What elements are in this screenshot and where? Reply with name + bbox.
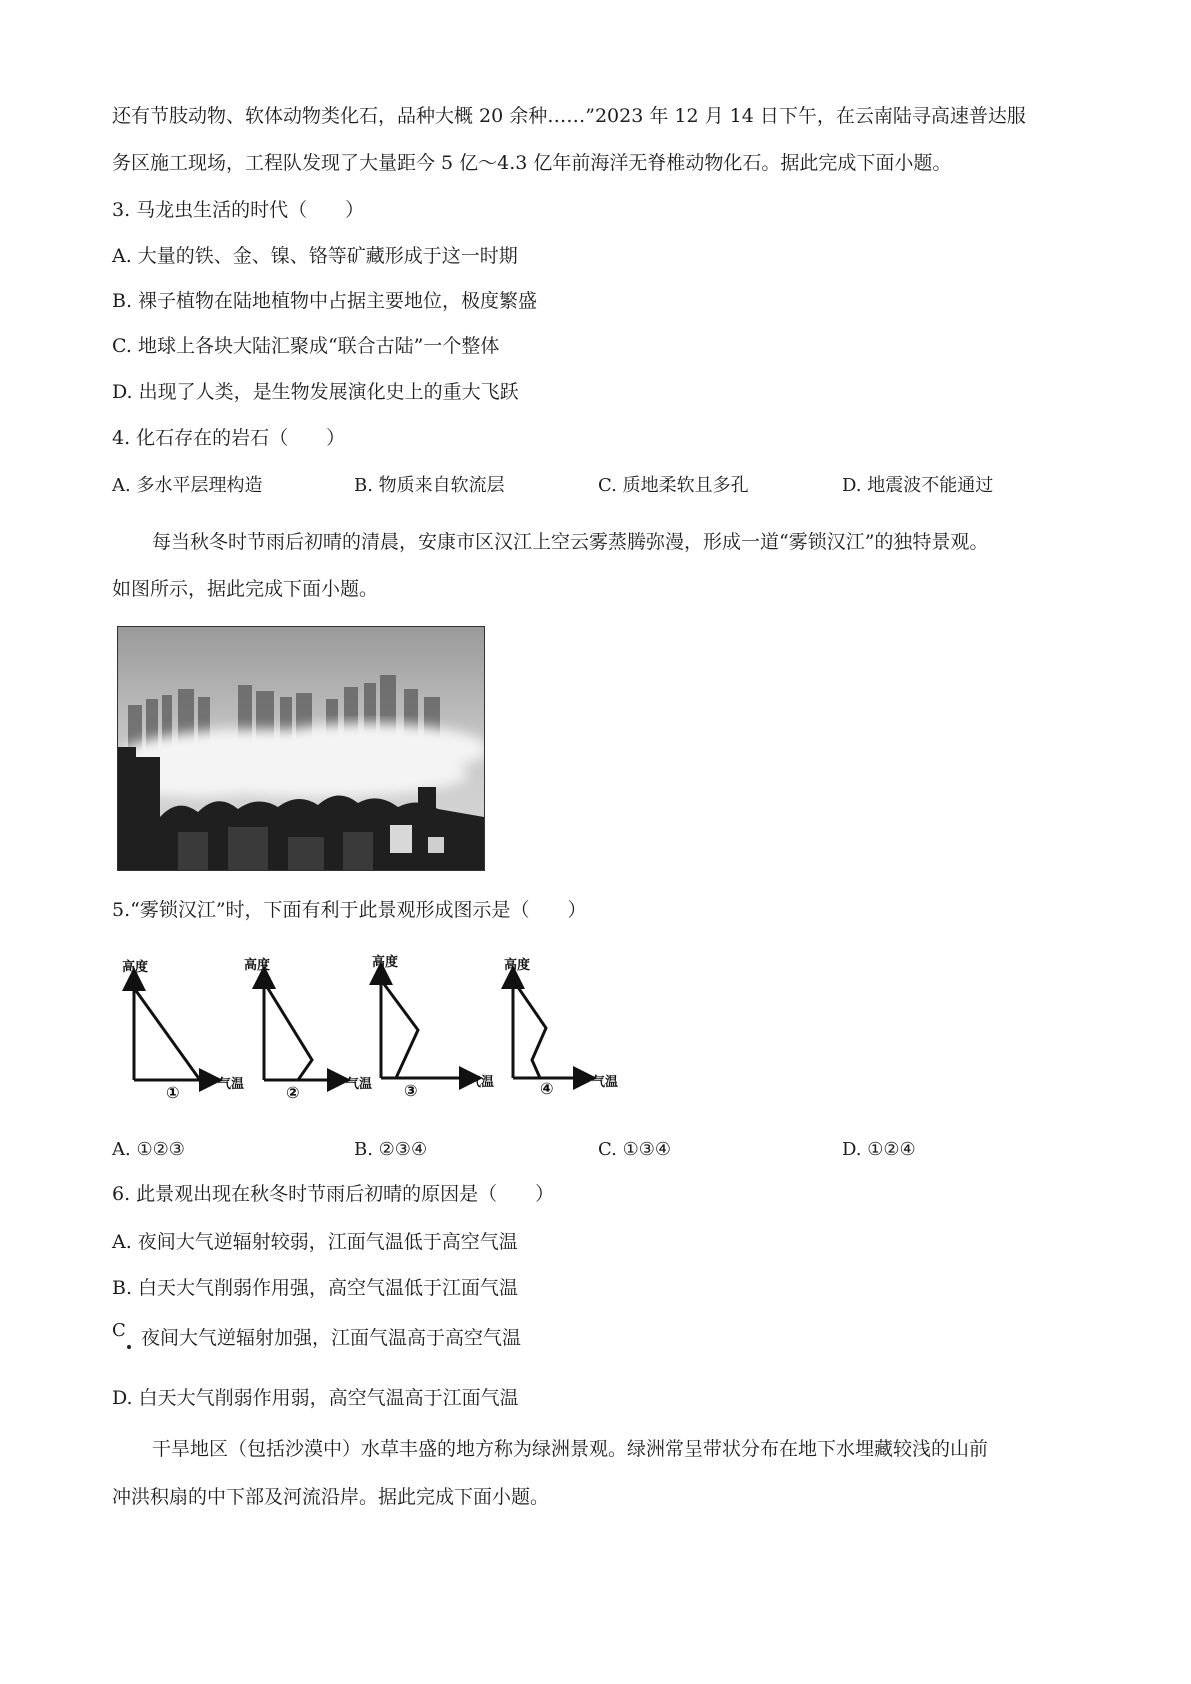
diagram-3-number: ③ <box>404 1081 418 1100</box>
passage2-line-2: 如图所示，据此完成下面小题。 <box>112 578 379 600</box>
q5-option-d[interactable]: D. ①②④ <box>842 1139 916 1160</box>
q5-stem: 5.“雾锁汉江”时，下面有利于此景观形成图示是（ ） <box>112 899 587 921</box>
q6-option-c[interactable]: 夜间大气逆辐射加强，江面气温高于高空气温 <box>141 1327 522 1349</box>
passage2-line-1: 每当秋冬时节雨后初晴的清晨，安康市区汉江上空云雾蒸腾弥漫，形成一道“雾锁汉江”的独特景观。 <box>152 531 989 553</box>
q6-option-c-dot <box>127 1345 131 1349</box>
q4-stem: 4. 化石存在的岩石（ ） <box>112 427 346 449</box>
diagram-3-x-label: 气温 <box>468 1075 495 1090</box>
diagram-1-number: ① <box>166 1083 180 1102</box>
diagram-3 <box>372 954 494 1100</box>
q6-option-d[interactable]: D. 白天大气削弱作用弱，高空气温高于江面气温 <box>112 1387 519 1409</box>
q3-option-a[interactable]: A. 大量的铁、金、镍、铬等矿藏形成于这一时期 <box>112 245 518 267</box>
passage3-line-2: 冲洪积扇的中下部及河流沿岸。据此完成下面小题。 <box>112 1486 550 1508</box>
q4-option-a[interactable]: A. 多水平层理构造 <box>112 475 263 496</box>
q5-option-a[interactable]: A. ①②③ <box>112 1139 185 1160</box>
q5-option-b[interactable]: B. ②③④ <box>354 1139 428 1160</box>
q4-option-b[interactable]: B. 物质来自软流层 <box>354 475 505 496</box>
diagram-4-x-label: 气温 <box>592 1075 619 1090</box>
q4-option-c[interactable]: C. 质地柔软且多孔 <box>598 475 749 496</box>
q4-option-d[interactable]: D. 地震波不能通过 <box>842 475 994 496</box>
diagram-4-number: ④ <box>540 1079 554 1098</box>
q3-option-b[interactable]: B. 裸子植物在陆地植物中占据主要地位，极度繁盛 <box>112 290 538 312</box>
q6-option-c-letter: C <box>112 1320 126 1341</box>
diagram-1 <box>122 959 244 1102</box>
q6-stem: 6. 此景观出现在秋冬时节雨后初晴的原因是（ ） <box>112 1183 555 1205</box>
diagram-2 <box>244 957 372 1102</box>
intro-line-1: 还有节肢动物、软体动物类化石，品种大概 20 余种……”2023 年 12 月 14 日下午，在云南陆寻高速普达服 <box>112 105 1026 127</box>
q3-stem: 3. 马龙虫生活的时代（ ） <box>112 199 365 221</box>
fog-hanjiang-photo <box>117 626 485 871</box>
diagram-4-y-label: 高度 <box>504 958 531 973</box>
q3-option-c[interactable]: C. 地球上各块大陆汇聚成“联合古陆”一个整体 <box>112 335 500 357</box>
diagram-2-x-label: 气温 <box>346 1077 373 1092</box>
diagram-2-number: ② <box>286 1083 300 1102</box>
diagram-1-y-label: 高度 <box>122 960 149 975</box>
diagram-1-x-label: 气温 <box>218 1077 245 1092</box>
passage3-line-1: 干旱地区（包括沙漠中）水草丰盛的地方称为绿洲景观。绿洲常呈带状分布在地下水埋藏较浅的山前 <box>152 1438 989 1460</box>
q6-option-b[interactable]: B. 白天大气削弱作用强，高空气温低于江面气温 <box>112 1277 519 1299</box>
temperature-profile-diagrams <box>108 950 688 1100</box>
diagram-3-y-label: 高度 <box>372 955 399 970</box>
intro-line-2: 务区施工现场，工程队发现了大量距今 5 亿～4.3 亿年前海洋无脊椎动物化石。据此完成下面小题。 <box>112 152 952 174</box>
q3-option-d[interactable]: D. 出现了人类，是生物发展演化史上的重大飞跃 <box>112 381 519 403</box>
diagram-2-y-label: 高度 <box>244 958 271 973</box>
q6-option-a[interactable]: A. 夜间大气逆辐射较弱，江面气温低于高空气温 <box>112 1231 518 1253</box>
q5-option-c[interactable]: C. ①③④ <box>598 1139 671 1160</box>
diagram-4 <box>504 957 618 1098</box>
